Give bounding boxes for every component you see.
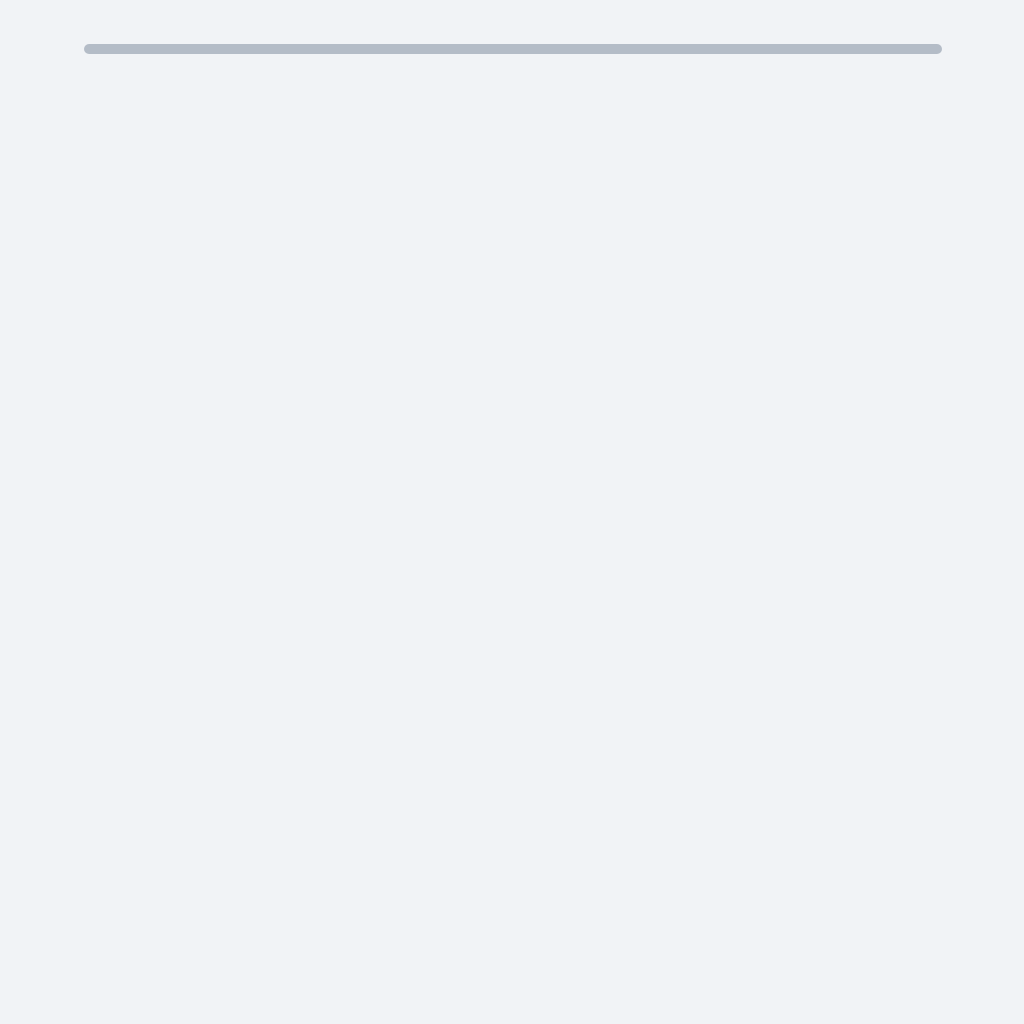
comparison-grid [66,78,958,972]
title-bar [84,44,942,54]
